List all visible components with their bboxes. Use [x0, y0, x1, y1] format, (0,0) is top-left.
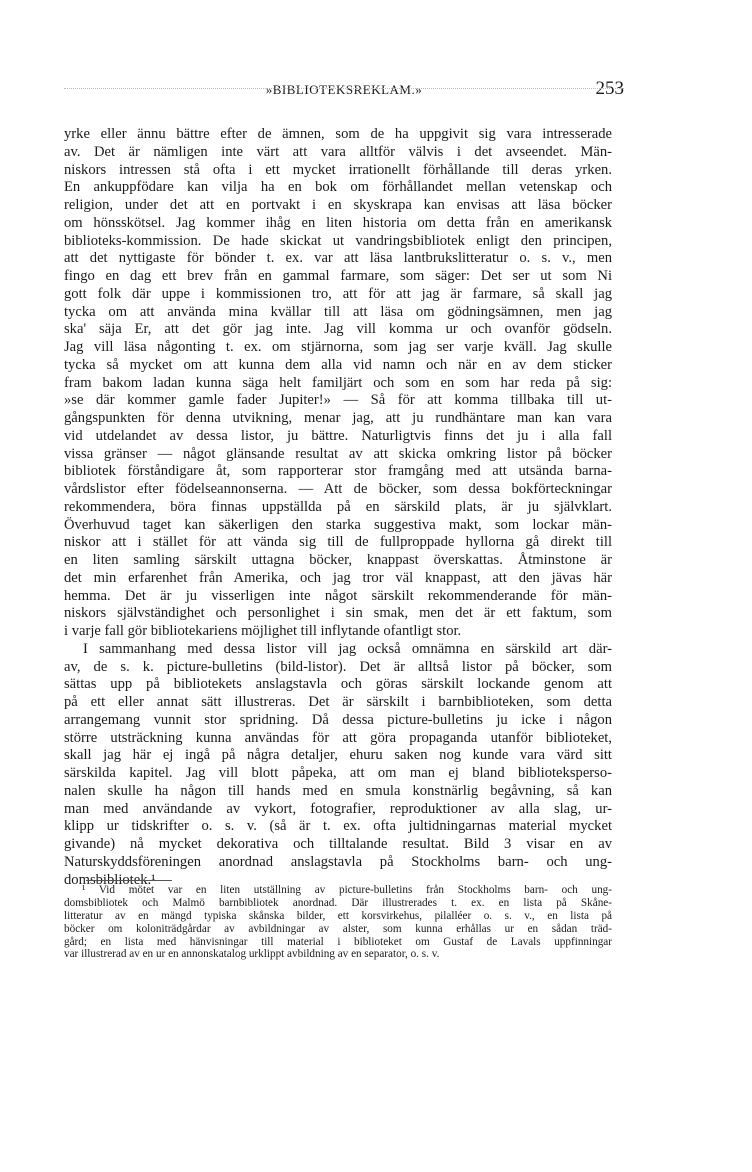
body-line: om hönsskötsel. Jag kommer ihåg en liten historia om detta från en amerikansk: [64, 214, 612, 231]
header-rule: [64, 88, 624, 89]
body-line: domsbibliotek.¹: [64, 871, 156, 888]
body-line: biblioteks-kommission. De hade skickat ut vandringsbibliotek enligt den principen,: [64, 232, 612, 249]
body-line: i varje fall gör bibliotekariens möjlighet till inflytande ofantligt stor.: [64, 623, 462, 639]
footnote-rule: [86, 880, 172, 881]
body-line: fingo en dag ett brev från en gammal farmare, som säger: Det ser ut som Ni: [64, 268, 612, 284]
running-title: »BIBLIOTEKSREKLAM.»: [265, 82, 423, 97]
body-line: på ett eller annat sätt illustreras. Det är särskilt i barnbiblioteken, som detta: [64, 694, 612, 710]
body-line: särskilda kapitel. Jag vill blott påpeka, att om man ej bland bibliotekspersо-: [64, 765, 612, 781]
body-line: En ankuppfödare kan vilja ha en bok om förhållandet mellan vetenskap och: [64, 179, 612, 196]
body-line: större utsträckning kunna användas för att göra propaganda utanför biblioteket,: [64, 729, 612, 746]
footnote-line: litteratur av en mängd typiska skånska bilder, ett korsvirkehus, pilalléer o. s. v., en lista på: [64, 909, 612, 922]
footnote-line: böcker om koloniträdgårdar av avbildningar av alster, som kunna erhållas ur en sådan träd-: [64, 922, 612, 935]
footnote-line: var illustrerad av en ur en annonskatalog urklippt avbildning av en separator, o. s. v.: [64, 948, 440, 961]
body-line: niskor att i stället för att vända sig till de fullproppade hyllorna gå direkt till: [64, 534, 612, 551]
body-line: hemma. Det är ju visserligen inte något särskilt rekommenderande för män-: [64, 587, 612, 604]
body-text: [64, 126, 612, 889]
body-line: ska' säja Er, att det gör jag inte. Jag vill komma ur och ovanför gödseln.: [64, 321, 612, 338]
page-number: 253: [595, 78, 624, 99]
body-line: av. Det är nämligen inte värt att vara alltför välvis i det avseendet. Män-: [64, 143, 612, 160]
body-line: en liten samling särskilt uttagna böcker, knappast överskattas. Åtminstone är: [64, 552, 612, 568]
body-line: tycka om att använda mina kvällar till att läsa om gödningsämnen, men jag: [64, 303, 612, 320]
body-line: »se där kommer gamle fader Jupiter!» — Så för att komma tillbaka till ut-: [64, 392, 612, 409]
body-line: fram bakom ladan kunna säga helt familjärt och som en som har reda på sig:: [64, 374, 612, 391]
body-line: man med användande av vykort, fotografier, reproduktioner av alla slag, ur-: [64, 800, 612, 817]
body-line: Naturskyddsföreningen anordnad anslagstavla på Stockholms barn- och ung-: [64, 853, 612, 870]
footnote-line: ¹ Vid mötet var en liten utställning av picture-bulletins från Stockholms barn- och ung-: [82, 884, 612, 896]
body-line: skall jag här ej ingå på några detaljer, ehuru saken nog kunde vara värd sitt: [64, 747, 612, 764]
body-line: det min erfarenhet från Amerika, och jag tror väl knappast, att den jävas här: [64, 569, 612, 586]
body-line: bibliotek förståndigare åt, som rapporterar stor framgång med att utsända barna-: [64, 463, 612, 480]
body-line: rekommendera, böra finnas uppställda på en särskild plats, är ju självklart.: [64, 498, 612, 515]
body-line: gott folk där uppe i kommissionen tro, att för att jag är farmare, så skall jag: [64, 285, 612, 302]
body-line: gångspunkten för denna utvikning, menar jag, att ju rundhäntare man kan vara: [64, 410, 612, 426]
body-line: sättas upp på bibliotekets anslagstavla och göras särskilt lockande genom att: [64, 676, 612, 693]
body-line: religion, under det att en portvakt i en skyskrapa kan envisas att läsa böcker: [64, 197, 612, 213]
footnote-line: domsbibliotek och Malmö barnbibliotek anordnad. Där illustrerades t. ex. en lista på Skåne-: [64, 896, 612, 909]
body-line: av, de s. k. picture-bulletins (bild-listor). Det är alltså listor på böcker, som: [64, 658, 612, 675]
body-line: klipp ur tidskrifter o. s. v. (så är t. ex. ofta jultidningarnas material mycket: [64, 818, 612, 835]
body-line: tycka så mycket om att kunna dem alla vid namn och när en av dem sticker: [64, 356, 612, 373]
body-line: att det nyttigaste för bönder t. ex. var att läsa lantbrukslitteratur o. s. v., men: [64, 250, 612, 267]
body-line: vårdslistor efter födelseannonserna. — Att de böcker, som dessa bokförteckningar: [64, 481, 612, 497]
footnote: [64, 884, 612, 961]
body-line: givande) nå mycket dekorativa och tilltalande resultat. Bild 3 visar en av: [64, 836, 612, 852]
body-line: nalen skulle ha någon till hands med en smula konstnärlig begåvning, så kan: [64, 782, 612, 799]
body-line: vid utdelandet av dessa listor, ju bättre. Naturligtvis finns det ju i alla fall: [64, 427, 612, 444]
body-line: vissa gränser — något glänsande resultat av att skicka omkring listor på böcker: [64, 445, 612, 462]
body-line: niskors självständighet och personlighet i sin smak, men det är ett faktum, som: [64, 605, 612, 622]
body-line: I sammanhang med dessa listor vill jag också omnämna en särskild art där-: [83, 640, 612, 657]
body-line: Överhuvud taget kan säkerligen den starka suggestiva makt, som lockar män-: [64, 516, 612, 533]
footnote-line: gård; en lista med hänvisningar till material i biblioteket om Gustaf de Lavals uppfinningar: [64, 935, 612, 948]
body-line: Jag vill läsa någonting t. ex. om stjärnorna, som jag ser varje kväll. Jag skulle: [64, 339, 612, 355]
body-line: yrke eller ännu bättre efter de ämnen, som de ha uppgivit sig vara intresserade: [64, 126, 612, 142]
body-line: arrangemang vunnit stor spridning. Då dessa picture-bulletins ju icke i någon: [64, 711, 612, 728]
body-line: niskors intressen stå ofta i ett mycket irrationellt förhållande till deras yrken.: [64, 161, 612, 178]
